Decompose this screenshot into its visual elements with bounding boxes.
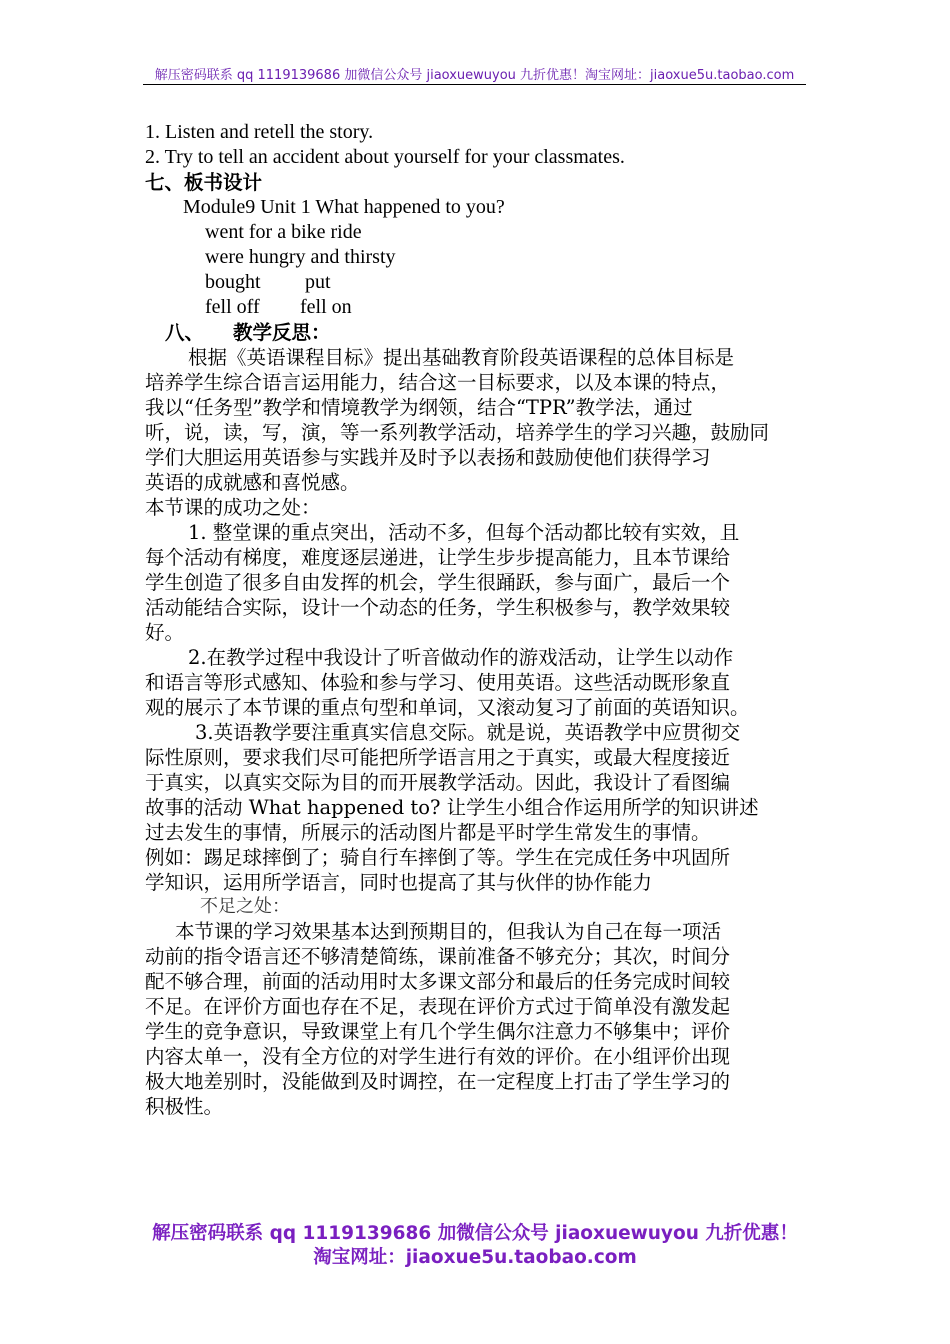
reflection-line: 于真实，以真实交际为目的而开展教学活动。因此，我设计了看图编 <box>145 771 731 794</box>
reflection-line: 英语的成就感和喜悦感。 <box>145 471 360 494</box>
task-1: 1. Listen and retell the story. <box>145 121 374 143</box>
page-header: 解压密码联系 qq 1119139686 加微信公众号 jiaoxuewuyou 九折优惠！淘宝网址：jiaoxue5u.taobao.com <box>154 68 795 83</box>
shortcomings-line: 学生的竞争意识，导致课堂上有几个学生偶尔注意力不够集中；评价 <box>145 1020 731 1043</box>
shortcomings-line: 内容太单一，没有全方位的对学生进行有效的评价。在小组评价出现 <box>145 1045 731 1068</box>
reflection-line: 和语言等形式感知、体验和参与学习、使用英语。这些活动既形象直 <box>145 671 731 694</box>
shortcomings-heading: 不足之处： <box>200 896 290 917</box>
board-line-2: were hungry and thirsty <box>205 246 396 268</box>
reflection-line: 学知识，运用所学语言，同时也提高了其与伙伴的协作能力 <box>145 871 653 894</box>
board-word-bought: bought <box>205 271 261 293</box>
reflection-line: 学生创造了很多自由发挥的机会，学生很踊跃，参与面广，最后一个 <box>145 571 731 594</box>
footer-line-1: 解压密码联系 qq 1119139686 加微信公众号 jiaoxuewuyou 九折优惠！ <box>152 1223 798 1244</box>
shortcomings-line: 本节课的学习效果基本达到预期目的，但我认为自己在每一项活 <box>175 920 722 943</box>
reflection-line: 听，说，读，写，演，等一系列教学活动，培养学生的学习兴趣，鼓励同 <box>145 421 770 444</box>
header-divider <box>143 84 806 85</box>
board-word-fell-on: fell on <box>300 296 352 318</box>
shortcomings-line: 配不够合理，前面的活动用时太多课文部分和最后的任务完成时间较 <box>145 970 731 993</box>
reflection-line: 活动能结合实际，设计一个动态的任务，学生积极参与，教学效果较 <box>145 596 731 619</box>
reflection-line: 际性原则，要求我们尽可能把所学语言用之于真实，或最大程度接近 <box>145 746 731 769</box>
board-word-put: put <box>305 271 331 293</box>
board-line-1: went for a bike ride <box>205 221 362 243</box>
shortcomings-line: 极大地差别时，没能做到及时调控，在一定程度上打击了学生学习的 <box>145 1070 731 1093</box>
board-word-fell-off: fell off <box>205 296 260 318</box>
reflection-line: 学们大胆运用英语参与实践并及时予以表扬和鼓励使他们获得学习 <box>145 446 711 469</box>
reflection-line: 例如：踢足球摔倒了；骑自行车摔倒了等。学生在完成任务中巩固所 <box>145 846 731 869</box>
success-point-3: 3.英语教学要注重真实信息交际。就是说，英语教学中应贯彻交 <box>195 721 741 744</box>
reflection-line: 我以“任务型”教学和情境教学为纲领，结合“TPR”教学法，通过 <box>145 396 693 419</box>
board-title: Module9 Unit 1 What happened to you? <box>183 196 505 218</box>
shortcomings-line: 积极性。 <box>145 1095 224 1118</box>
reflection-line: 每个活动有梯度，难度逐层递进，让学生步步提高能力，且本节课给 <box>145 546 731 569</box>
success-heading: 本节课的成功之处： <box>145 496 321 519</box>
reflection-line: 好。 <box>145 621 185 644</box>
section-7-heading: 七、板书设计 <box>145 171 263 194</box>
section-8-heading: 教学反思： <box>233 321 331 344</box>
reflection-line: 培养学生综合语言运用能力，结合这一目标要求，以及本课的特点， <box>145 371 731 394</box>
shortcomings-line: 动前的指令语言还不够清楚简练，课前准备不够充分；其次，时间分 <box>145 945 731 968</box>
reflection-line: 过去发生的事情，所展示的活动图片都是平时学生常发生的事情。 <box>145 821 711 844</box>
shortcomings-line: 不足。在评价方面也存在不足，表现在评价方式过于简单没有激发起 <box>145 995 731 1018</box>
success-point-2: 2.在教学过程中我设计了听音做动作的游戏活动，让学生以动作 <box>188 646 734 669</box>
success-point-1: 1. 整堂课的重点突出，活动不多，但每个活动都比较有实效，且 <box>188 521 740 544</box>
section-8-number: 八、 <box>165 321 205 344</box>
reflection-line: 根据《英语课程目标》提出基础教育阶段英语课程的总体目标是 <box>188 346 735 369</box>
footer-line-2: 淘宝网址：jiaoxue5u.taobao.com <box>313 1247 637 1268</box>
task-2: 2. Try to tell an accident about yourself for your classmates. <box>145 146 625 168</box>
reflection-line: 观的展示了本节课的重点句型和单词，又滚动复习了前面的英语知识。 <box>145 696 750 719</box>
reflection-line: 故事的活动 What happened to? 让学生小组合作运用所学的知识讲述 <box>145 796 759 819</box>
